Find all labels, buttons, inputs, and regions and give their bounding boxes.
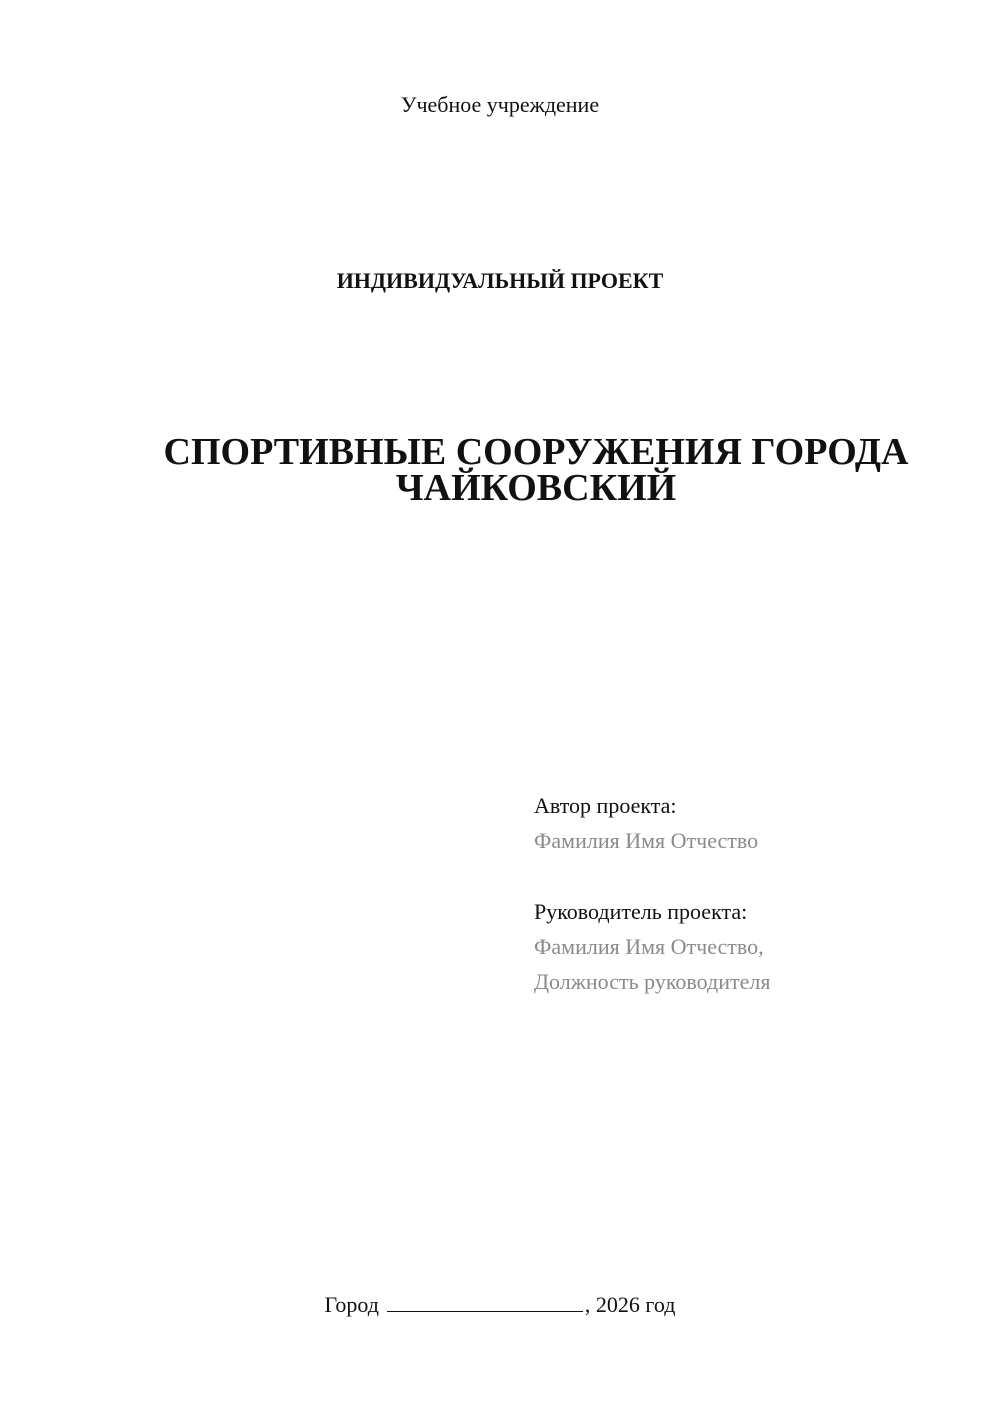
city-year-line (0, 1290, 1000, 1320)
year-text: , 2026 год (584, 1292, 676, 1317)
credits-spacer (534, 858, 974, 894)
supervisor-name: Фамилия Имя Отчество, (534, 934, 764, 959)
institution-name: Учебное учреждение (400, 92, 600, 117)
project-credits (534, 788, 974, 999)
project-title (120, 431, 952, 509)
project-title-line-2: ЧАЙКОВСКИЙ (395, 467, 677, 509)
city-label: Город (324, 1292, 379, 1317)
author-name: Фамилия Имя Отчество (534, 828, 759, 853)
project-title-line-1: СПОРТИВНЫЕ СООРУЖЕНИЯ ГОРОДА (163, 431, 909, 473)
supervisor-label: Руководитель проекта: (534, 899, 748, 924)
city-blank-line (387, 1291, 583, 1312)
author-label: Автор проекта: (534, 793, 677, 818)
supervisor-position: Должность руководителя (534, 969, 771, 994)
document-type: ИНДИВИДУАЛЬНЫЙ ПРОЕКТ (336, 268, 664, 293)
